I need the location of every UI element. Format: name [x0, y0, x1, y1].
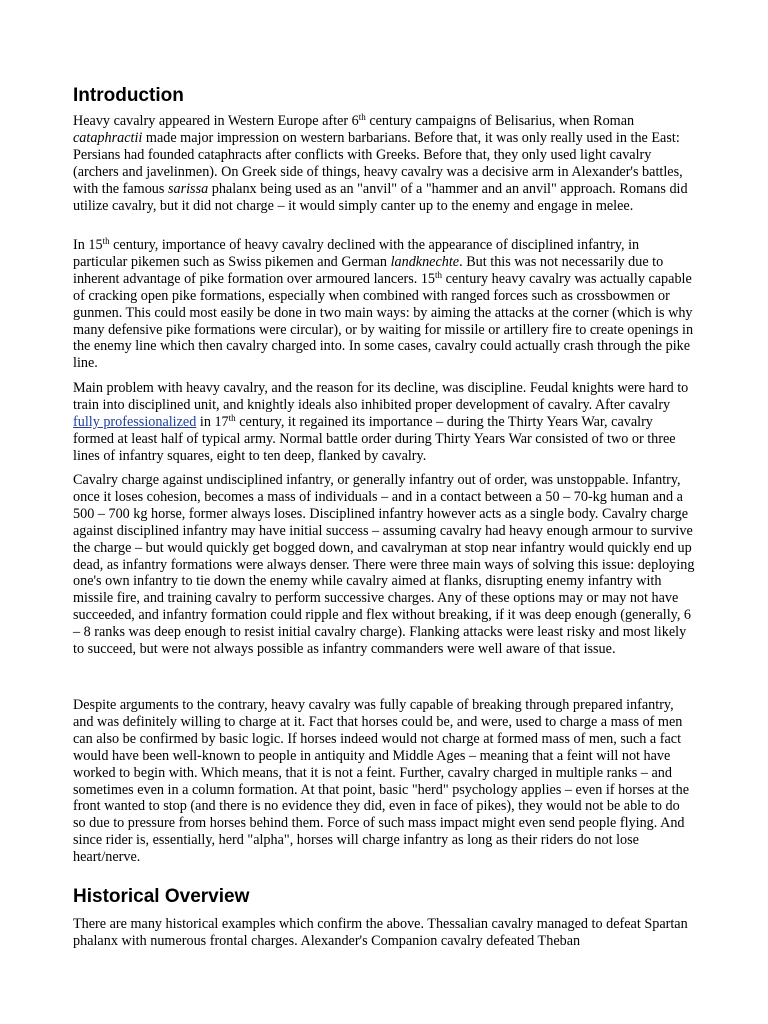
text-run: century heavy cavalry was actually capable of cracking open pike formations, especially when combined with ranged forces such as crossbowmen or gunmen. This could most easily be done in two main ways: by aiming the attacks at the corner (which is why many defensive pike formations were circular), or by waiting for missile or artillery fire to create openings in the enemy line which then cavalry charged into. In some cases, cavalry could actually crash through the pike line. [73, 270, 694, 372]
paragraph-15th-century-decline [73, 237, 695, 372]
text-run: century, it regained its importance – during the Thirty Years War, cavalry formed at least half of typical army. Normal battle order during Thirty Years War consisted of two or three lines of infantry squares, eight to ten deep, flanked by cavalry. [73, 413, 676, 464]
section-heading-historical-overview: Historical Overview [73, 886, 250, 907]
text-run: in 17 [196, 413, 229, 430]
paragraph-historical-examples: There are many historical examples which confirm the above. Thessalian cavalry managed to defeat Spartan phalanx with numerous frontal charges. Alexander's Companion cavalry defeated Theban [73, 916, 688, 949]
superscript: th [228, 412, 236, 423]
text-run: phalanx being used as an "anvil" of a "hammer and an anvil" approach. Romans did utilize cavalry, but it did not charge – it would simply canter up to the enemy and engage in melee. [73, 180, 688, 214]
paragraph-cavalry-charge: Cavalry charge against undisciplined infantry, or generally infantry out of order, was unstoppable. Infantry, once it loses cohesion, becomes a mass of individuals – and in a contact between a 50 – 70-kg human and a 500 – 700 kg horse, former always loses. Disciplined infantry however acts as a single body. Cavalry charge against disciplined infantry may have initial success – assuming cavalry had heavy enough armour to survive the charge – but would quickly get bogged down, and cavalryman at stop near infantry would quickly end up dead, as infantry formations were always denser. There were three main ways of solving this issue: deploying one's own infantry to tie down the enemy while cavalry aimed at flanks, disrupting enemy infantry with missile fire, and training cavalry to perform successive charges. Any of these options may or may not have succeeded, and infantry formation could ripple and flex without breaking, if it was deep enough (generally, 6 – 8 ranks was deep enough to resist initial cavalry charge). Flanking attacks were least risky and most likely to succeed, but were not always possible as infantry commanders were well aware of that issue. [73, 472, 695, 658]
paragraph-discipline-problem [73, 380, 695, 465]
term-cataphractii: cataphractii [73, 129, 143, 146]
text-run: . But this was not necessarily due to inherent advantage of pike formation over armoured lancers. 15 [73, 253, 664, 287]
text-run: Main problem with heavy cavalry, and the reason for its decline, was discipline. Feudal knights were hard to train into disciplined unit, and knightly ideals also inhibited proper development of cavalry. After cavalry [73, 380, 689, 413]
paragraph-cavalry-origins [73, 113, 695, 214]
fully-professionalized-link[interactable]: fully professionalized [73, 413, 197, 430]
text-run: century campaigns of Belisarius, when Roman [365, 113, 635, 129]
text-run: In 15 [73, 237, 103, 253]
superscript: th [102, 236, 110, 246]
term-landknechte: landknechte [390, 253, 460, 270]
section-heading-introduction: Introduction [73, 85, 184, 106]
text-run: century, importance of heavy cavalry declined with the appearance of disciplined infantry, in particular pikemen such as Swiss pikemen and German [73, 237, 640, 270]
text-run: made major impression on western barbarians. Before that, it was only really used in the East: Persians had founded cataphracts after conflicts with Greeks. Before that, they only used light cavalry (archers and javelinmen). On Greek side of things, heavy cavalry was a decisive arm in Alexander's battles, with the famous [73, 129, 683, 197]
text-run: Heavy cavalry appeared in Western Europe after 6 [73, 113, 359, 129]
paragraph-herd-psychology: Despite arguments to the contrary, heavy cavalry was fully capable of breaking through prepared infantry, and was definitely willing to charge at it. Fact that horses could be, and were, used to charge a mass of men can also be confirmed by basic logic. If horses indeed would not charge at formed mass of men, such a fact would have been well-known to people in antiquity and Middle Ages – meaning that a feint will not have worked to begin with. Which means, that it is not a feint. Further, cavalry charged in multiple ranks – and sometimes even in a column formation. At that point, basic "herd" psychology applies – even if horses at the front wanted to stop (and there is no evidence they did, even in face of pikes), they would not be able to do so due to pressure from horses behind them. Force of such mass impact might even send people flying. And since rider is, essentially, herd "alpha", horses will charge infantry as long as their riders do not lose heart/nerve. [73, 697, 689, 866]
superscript: th [435, 269, 443, 280]
term-sarissa: sarissa [167, 180, 209, 197]
superscript: th [358, 112, 366, 122]
